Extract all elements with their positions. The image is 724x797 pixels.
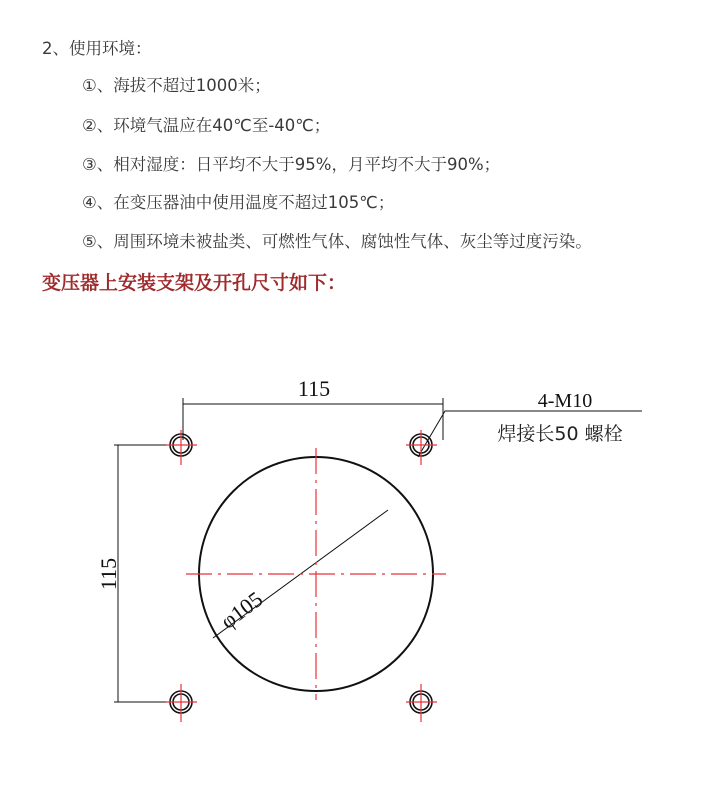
section-title: 2、使用环境： (42, 39, 152, 58)
dim-diameter-label: φ105 (215, 586, 268, 634)
bolt-spec-label: 4-M10 (537, 390, 593, 412)
list-item: ②、环境气温应在40℃至-40℃； (82, 116, 331, 135)
dim-vertical-label: 115 (96, 557, 121, 591)
list-item: ④、在变压器油中使用温度不超过105℃； (82, 193, 395, 212)
dim-horizontal-label: 115 (297, 376, 331, 401)
list-item: ③、相对湿度：日平均不大于95%，月平均不大于90%； (82, 155, 501, 174)
section-heading: 变压器上安装支架及开孔尺寸如下： (42, 272, 347, 294)
centerlines (166, 430, 446, 722)
list-item: ⑤、周围环境未被盐类、可燃性气体、腐蚀性气体、灰尘等过度污染。 (82, 232, 592, 251)
bolt-note-label: 焊接长50 螺栓 (497, 423, 623, 445)
list-item: ①、海拔不超过1000米； (82, 76, 271, 95)
